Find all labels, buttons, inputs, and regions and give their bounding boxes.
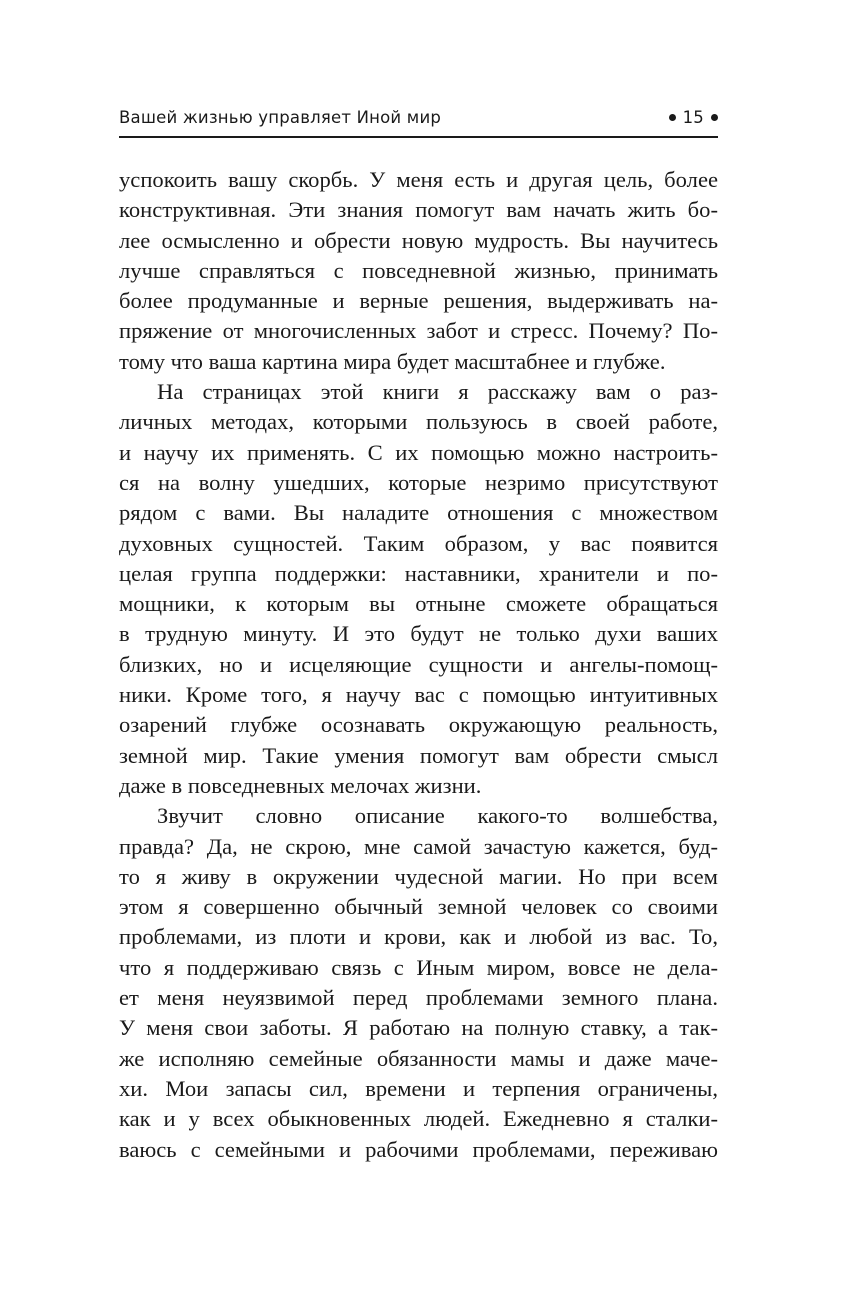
text-line: правда? Да, не скрою, мне самой зачастую кажется, буд-: [119, 833, 718, 859]
text-line: лее осмысленно и обрести новую мудрость. Вы научитесь: [119, 227, 718, 253]
text-line: мощники, к которым вы отныне сможете обращаться: [119, 591, 718, 617]
text-line: как и у всех обыкновенных людей. Ежедневно я сталки-: [119, 1106, 718, 1132]
text-line: более продуманные и верные решения, выдерживать на-: [119, 288, 718, 314]
text-line: лучше справляться с повседневной жизнью, принимать: [119, 257, 718, 283]
text-line: что я поддерживаю связь с Иным миром, вовсе не дела-: [119, 954, 718, 980]
text-line: хи. Мои запасы сил, времени и терпения ограничены,: [119, 1075, 718, 1101]
text-line: проблемами, из плоти и крови, как и любой из вас. То,: [119, 924, 718, 950]
text-line: озарений глубже осознавать окружающую реальность,: [119, 712, 718, 738]
text-line: пряжение от многочисленных забот и стресс. Почему? По-: [119, 318, 718, 344]
text-line: же исполняю семейные обязанности мамы и даже маче-: [119, 1045, 718, 1071]
running-head-title: Вашей жизнью управляет Иной мир: [119, 107, 442, 127]
text-line: то я живу в окружении чудесной магии. Но при всем: [119, 863, 718, 889]
text-line: успокоить вашу скорбь. У меня есть и другая цель, более: [119, 167, 718, 192]
running-head: [119, 104, 718, 130]
text-line: целая группа поддержки: наставники, хранители и по-: [119, 560, 718, 586]
text-line: рядом с вами. Вы наладите отношения с множеством: [119, 500, 718, 526]
text-line: На страницах этой книги я расскажу вам о раз-: [157, 379, 718, 405]
paragraph: [119, 801, 718, 1165]
text-line: этом я совершенно обычный земной человек со своими: [119, 894, 718, 920]
header-rule: [119, 136, 718, 138]
paragraph: [119, 377, 718, 801]
text-line: близких, но и исцеляющие сущности и ангелы-помощ-: [119, 651, 718, 677]
text-line: ваюсь с семейными и рабочими проблемами, переживаю: [119, 1136, 718, 1162]
text-line: тому что ваша картина мира будет масштабнее и глубже.: [119, 348, 666, 374]
text-line: духовных сущностей. Таким образом, у вас появится: [119, 530, 718, 556]
text-line: земной мир. Такие умения помогут вам обрести смысл: [119, 742, 718, 768]
text-line: ся на волну ушедших, которые незримо присутствуют: [119, 469, 718, 495]
body-text: [119, 165, 718, 1165]
text-line: ники. Кроме того, я научу вас с помощью интуитивных: [119, 682, 718, 708]
bullet-left-icon: [669, 114, 676, 121]
text-line: и научу их применять. С их помощью можно настроить-: [119, 439, 718, 465]
paragraph: [119, 165, 718, 377]
text-line: Звучит словно описание какого-то волшебства,: [157, 803, 718, 829]
text-line: даже в повседневных мелочах жизни.: [119, 772, 482, 798]
text-line: личных методах, которыми пользуюсь в своей работе,: [119, 409, 718, 435]
page-number-group: [669, 108, 718, 127]
text-line: ет меня неуязвимой перед проблемами земного плана.: [119, 985, 718, 1011]
page-number: 15: [682, 107, 704, 127]
bullet-right-icon: [711, 114, 718, 121]
text-line: конструктивная. Эти знания помогут вам начать жить бо-: [119, 197, 718, 223]
text-line: У меня свои заботы. Я работаю на полную ставку, а так-: [119, 1015, 718, 1041]
text-line: в трудную минуту. И это будут не только духи ваших: [119, 621, 718, 647]
